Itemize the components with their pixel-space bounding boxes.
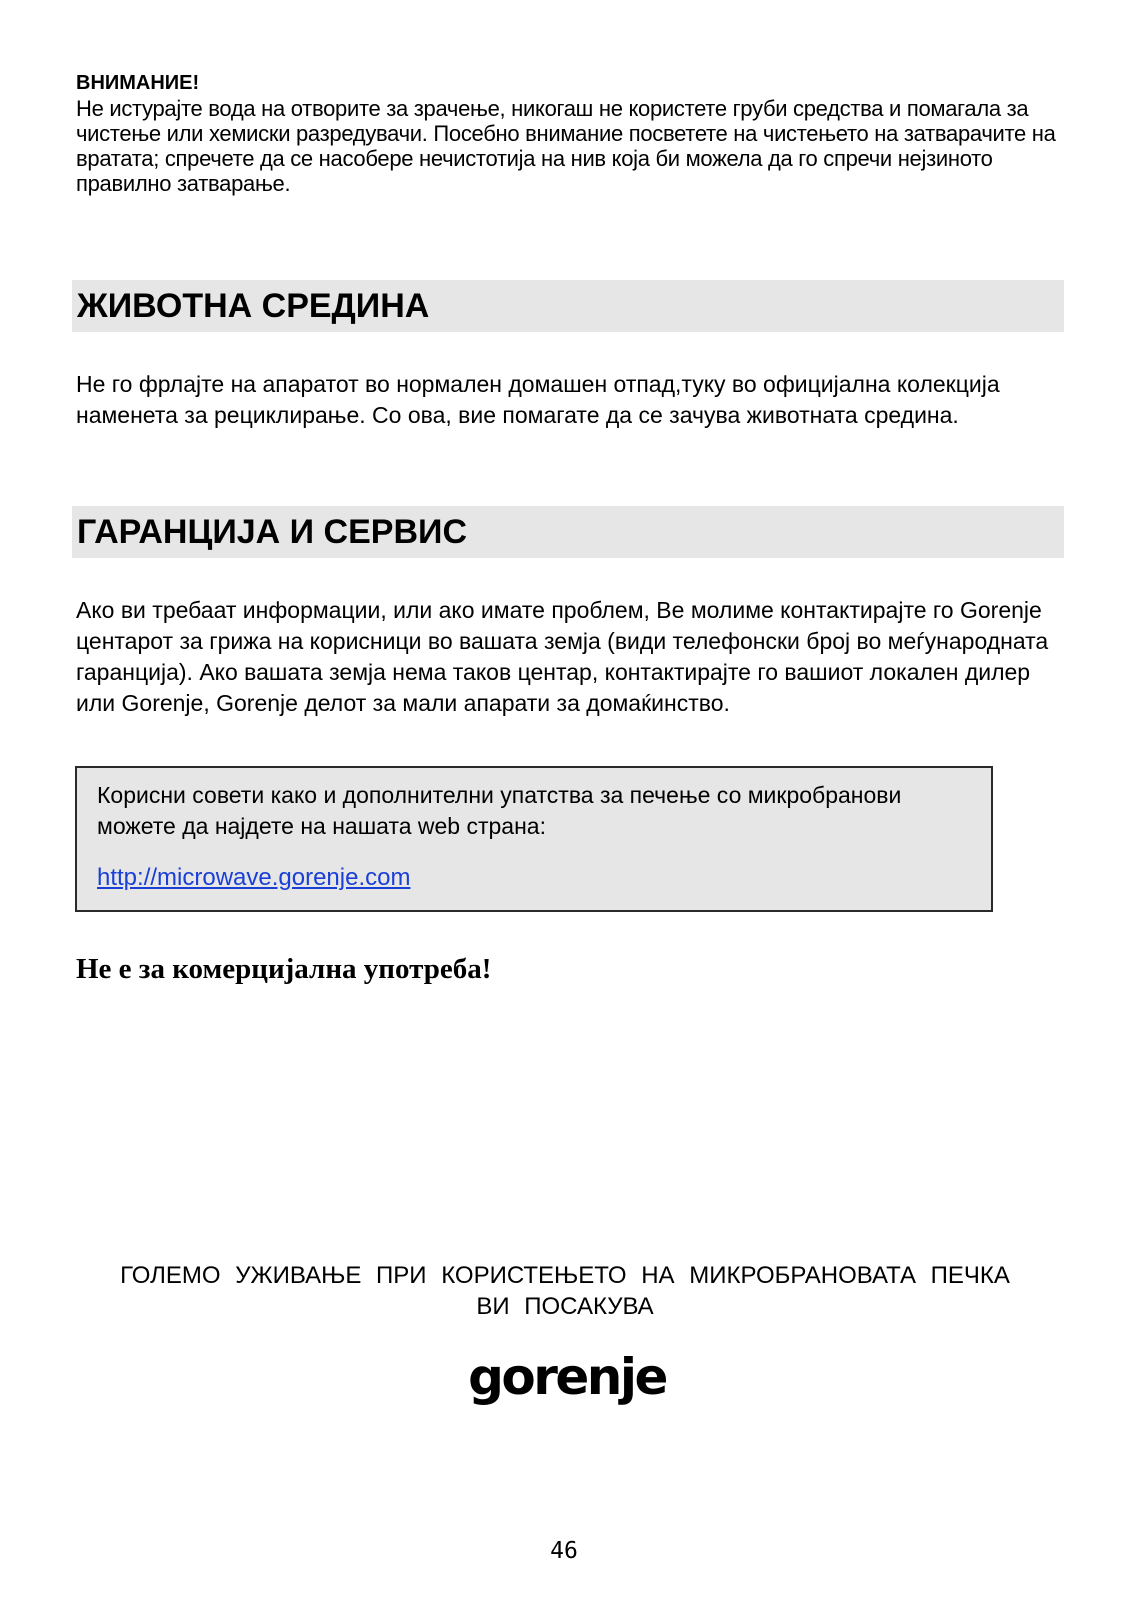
environment-text: Не го фрлајте на апаратот во нормален домашен отпад,туку во официјална колекција наменета за рециклирање. Со ова, вие помагате да се зачува животната средина. bbox=[76, 371, 1000, 428]
warranty-text: Ако ви требаат информации, или ако имате проблем, Ве молиме контактирајте го Gorenje центарот за грижа на корисници во вашата земја (види телефонски број во меѓународната гаранција). Ако вашата земја нема таков центар, контактирајте го вашиот локален дилер или Gorenje, Gorenje делот за мали апарати за домаќинство. bbox=[76, 597, 1049, 716]
environment-heading: ЖИВОТНА СРЕДИНА bbox=[72, 280, 1064, 332]
tips-text: Корисни совети како и дополнителни упатства за печење со микробранови можете да најдете на нашата web страна: bbox=[97, 782, 902, 839]
tips-box bbox=[75, 766, 993, 912]
logo-wordmark: gorenje bbox=[468, 1348, 666, 1406]
warning-block bbox=[76, 70, 1066, 196]
warning-title: ВНИМАНИЕ! bbox=[76, 72, 200, 94]
website-link[interactable]: http://microwave.gorenje.com bbox=[97, 864, 411, 891]
closing-message: ГОЛЕМО УЖИВАЊЕ ПРИ КОРИСТЕЊЕТО НА МИКРОБРАНОВАТА ПЕЧКА ВИ ПОСАКУВА bbox=[120, 1262, 1010, 1320]
gorenje-logo bbox=[462, 1348, 672, 1418]
page-number: 46 bbox=[550, 1538, 578, 1564]
warranty-heading: ГАРАНЦИЈА И СЕРВИС bbox=[72, 506, 1064, 558]
not-commercial-notice: Не е за комерцијална употреба! bbox=[76, 953, 492, 985]
warning-text: Не истурајте вода на отворите за зрачење, никогаш не користете груби средства и помагала за чистење или хемиски разредувачи. Посебно внимание посветете на чистењето на затварачите на вратата; спречете да се насобере нечистотија на нив која би можела да го спречи нејзиното правилно затварање. bbox=[76, 96, 1056, 196]
